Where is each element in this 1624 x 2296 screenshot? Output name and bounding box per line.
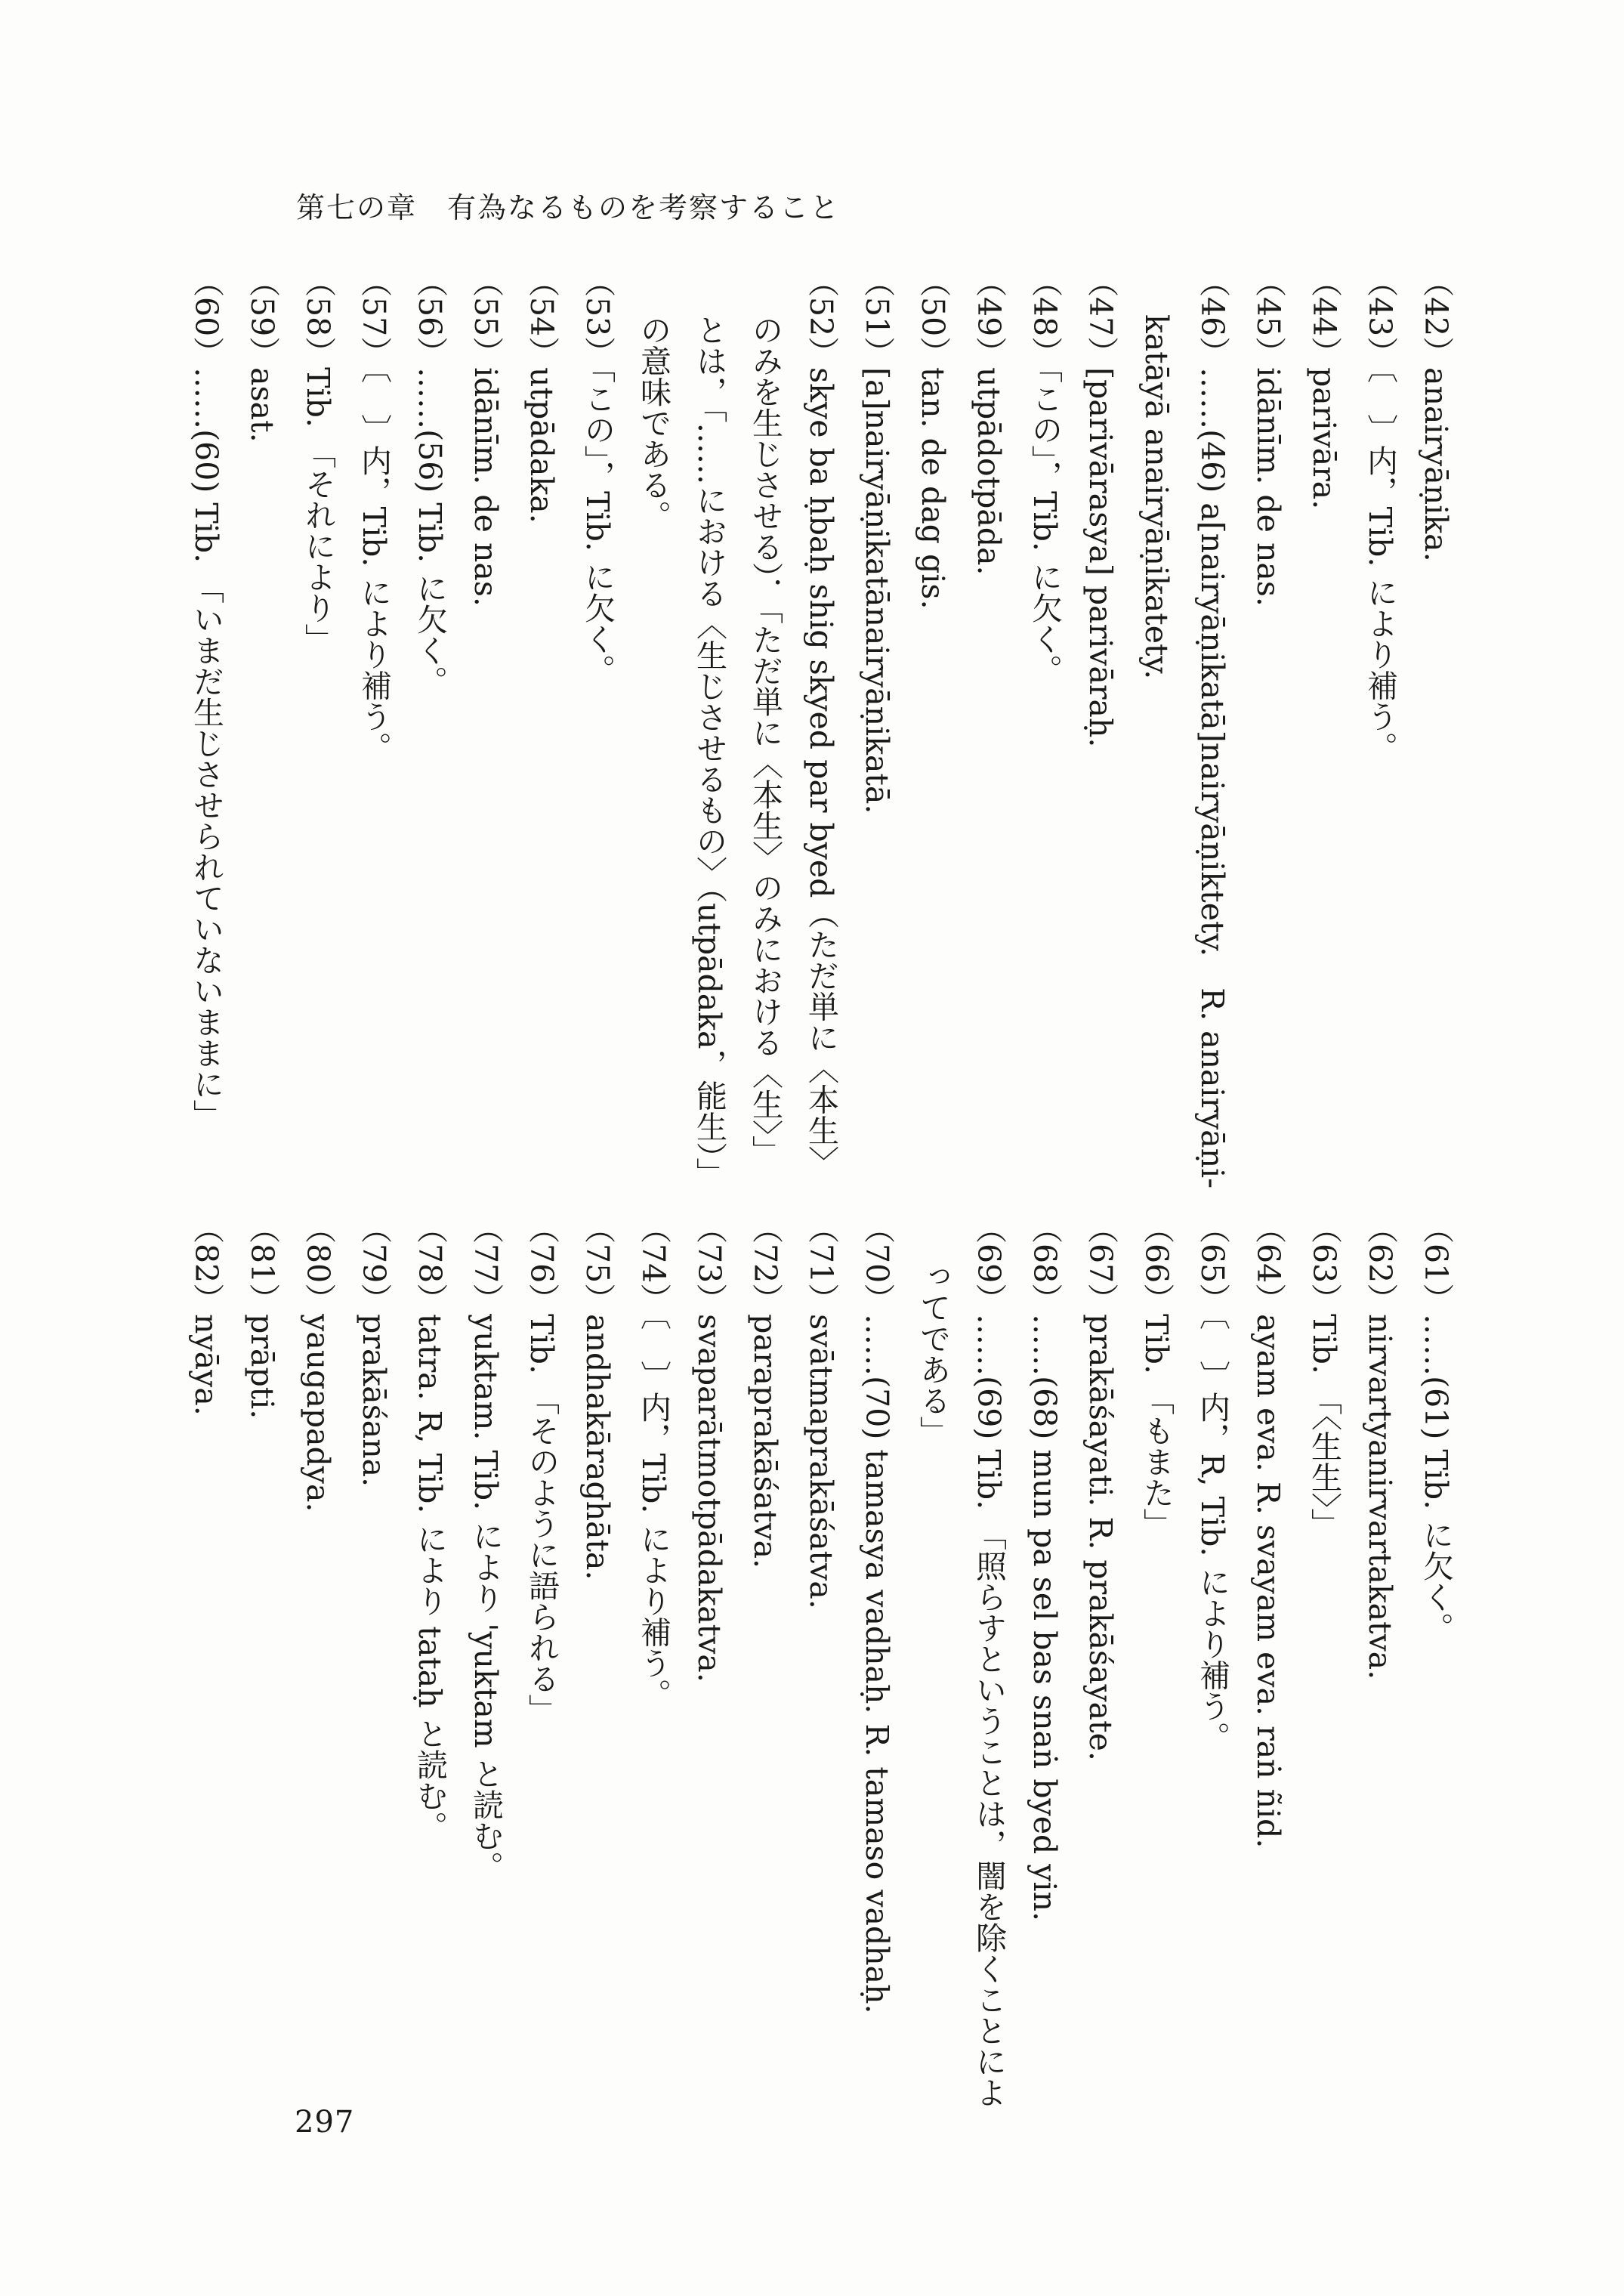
footnote-line <box>346 1213 402 2081</box>
footnote-number: （79） <box>356 1213 392 1315</box>
footnote-number: （54） <box>523 266 560 368</box>
footnote-number: （78） <box>412 1213 448 1315</box>
footnote-number: （43） <box>1362 266 1398 368</box>
footnote-number: （72） <box>747 1213 783 1315</box>
footnote-text: paraprakāśatva. <box>747 1314 783 1569</box>
footnote-number: （60） <box>188 266 224 368</box>
footnote-number: （51） <box>859 266 895 368</box>
footnote-line <box>1240 266 1296 1165</box>
footnote-text: asat. <box>244 367 280 443</box>
footnote-text: Tib. 「それにより」 <box>300 367 336 654</box>
footnote-number: （42） <box>1418 266 1454 368</box>
footnote-line <box>1184 1213 1240 2081</box>
footnote-number: （48） <box>1027 266 1063 368</box>
footnote-text: yaugapadya. <box>300 1314 336 1513</box>
footnote-line <box>961 1213 1017 2109</box>
footnote-number: （61） <box>1418 1213 1454 1315</box>
footnote-line <box>570 1213 625 2081</box>
footnote-number: （56） <box>412 266 448 368</box>
footnote-number: （73） <box>691 1213 727 1315</box>
footnote-text: prakāśayati. R. prakāśayate. <box>1082 1314 1119 1761</box>
footnote-text: ……(69) Tib. 「照らすということは，闇を除くことによ <box>971 1314 1007 2109</box>
footnote-text: ayam eva. R. svayam eva. raṅ ñid. <box>1250 1314 1286 1849</box>
footnote-number: （62） <box>1362 1213 1398 1315</box>
footnote-number: （63） <box>1306 1213 1342 1315</box>
footnote-number: （46） <box>1194 266 1230 368</box>
footnote-line <box>234 266 290 1165</box>
footnote-number: （70） <box>859 1213 895 1315</box>
footnote-text: Tib. 「そのように語られる」 <box>523 1314 560 1725</box>
footnote-line <box>1017 1213 1073 2081</box>
footnote-number: （55） <box>468 266 504 368</box>
footnote-line <box>1184 266 1240 1189</box>
footnote-text: tatra. R, Tib. により tataḥ と読む。 <box>412 1314 448 1842</box>
footnote-number: （80） <box>300 1213 336 1315</box>
footnote-line <box>346 266 402 1165</box>
footnote-line <box>234 1213 290 2081</box>
footnote-line <box>402 266 458 1165</box>
footnote-line <box>681 266 737 1189</box>
footnote-line <box>290 266 346 1165</box>
footnote-line <box>1296 266 1352 1165</box>
footnote-number: （76） <box>523 1213 560 1315</box>
footnote-line <box>793 266 849 1177</box>
footnote-number: （52） <box>803 266 839 368</box>
footnote-line <box>1296 1213 1352 2081</box>
footnote-number: （59） <box>244 266 280 368</box>
footnote-text: parivāra. <box>1306 367 1342 510</box>
footnote-number: （69） <box>971 1213 1007 1315</box>
footnote-text: utpādaka. <box>523 367 560 524</box>
footnote-text: 〔 〕内，R, Tib. により補う。 <box>1194 1314 1230 1753</box>
footnote-text: 「この」，Tib. に欠く。 <box>1027 367 1063 685</box>
footnote-number: （71） <box>803 1213 839 1315</box>
footnote-text: andhakāraghāta. <box>579 1314 616 1581</box>
footnote-line <box>793 1213 849 2081</box>
footnote-text: yuktam. Tib. により 'yuktam と読む。 <box>468 1314 504 1882</box>
footnote-text: skye ba ḥbaḥ shig skyed par byed（ただ単に〈本生〉 <box>803 367 839 1177</box>
footnote-text: 〔 〕内，Tib. により補う。 <box>356 367 392 763</box>
footnote-text: 「この」，Tib. に欠く。 <box>579 367 616 685</box>
footnote-line <box>961 266 1017 1165</box>
footnote-text: anairyāṇika. <box>1418 367 1454 562</box>
footnote-line <box>514 1213 570 2081</box>
footnote-number: （65） <box>1194 1213 1230 1315</box>
footnote-text: idānīm. de nas. <box>468 367 504 607</box>
footnote-text: ……(60) Tib. 「いまだ生じさせられていないままに」 <box>188 367 224 1131</box>
footnote-text: nirvartyanirvartakatva. <box>1362 1314 1398 1680</box>
footnote-line <box>1352 266 1408 1165</box>
footnote-line <box>570 266 625 1165</box>
footnote-text: svaparātmotpādakatva. <box>691 1314 727 1683</box>
footnote-number: （49） <box>971 266 1007 368</box>
footnote-number: （53） <box>579 266 616 368</box>
footnote-line <box>458 266 514 1165</box>
footnote-text: [parivārasya] parivāraḥ. <box>1082 367 1119 748</box>
footnote-line <box>178 1213 234 2081</box>
footnote-text: ……(68) mun pa sel bas snaṅ byed yin. <box>1027 1314 1063 1922</box>
page-number: 297 <box>295 2105 355 2140</box>
footnote-line <box>849 1213 905 2081</box>
footnote-line <box>458 1213 514 2081</box>
footnote-number: （82） <box>188 1213 224 1315</box>
footnote-number: （75） <box>579 1213 616 1315</box>
footnote-text: ……(70) tamasya vadhaḥ. R. tamaso vadhaḥ. <box>859 1314 895 2014</box>
footnote-text: 〔 〕内，Tib. により補う。 <box>1362 367 1398 763</box>
notes-column-bottom <box>178 1213 1464 2109</box>
footnote-number: （67） <box>1082 1213 1119 1315</box>
footnote-text: とは，「……における〈生じさせるもの〉（utpādaka，能生）」 <box>691 314 727 1189</box>
footnote-number: （68） <box>1027 1213 1063 1315</box>
footnote-line <box>1240 1213 1296 2081</box>
footnote-line <box>1073 266 1128 1165</box>
footnote-line <box>681 1213 737 2081</box>
running-head: 第七の章 有為なるものを考察すること <box>296 191 841 224</box>
footnote-text: [a]nairyāṇikatānairyāṇikatā. <box>859 367 895 814</box>
footnote-continuation: katāyā anairyāṇikatety. <box>1138 314 1175 680</box>
footnote-number: （66） <box>1138 1213 1175 1315</box>
footnote-number: （64） <box>1250 1213 1286 1315</box>
footnote-line <box>1352 1213 1408 2081</box>
footnote-number: （74） <box>635 1213 672 1315</box>
footnote-text: svātmaprakāśatva. <box>803 1314 839 1609</box>
footnote-line <box>514 266 570 1165</box>
footnote-line <box>1017 266 1073 1165</box>
footnote-number: （57） <box>356 266 392 368</box>
footnote-text: Tib. 「〈生生〉」 <box>1306 1314 1342 1539</box>
footnote-line <box>1408 1213 1464 2081</box>
footnote-text: nyāya. <box>188 1314 224 1416</box>
footnote-number: （50） <box>915 266 951 368</box>
footnote-line <box>290 1213 346 2081</box>
footnote-line <box>1128 1213 1184 2081</box>
footnote-text: utpādotpāda. <box>971 367 1007 576</box>
footnote-line <box>905 266 961 1165</box>
footnote-number: （45） <box>1250 266 1286 368</box>
footnote-line <box>178 266 234 1165</box>
footnote-number: （47） <box>1082 266 1119 368</box>
footnote-text: ……(46) a[nairyāṇikatā]nairyāṇiktety. R. anairyāṇi- <box>1194 367 1230 1189</box>
footnote-text: Tib. 「もまた」 <box>1138 1314 1175 1539</box>
footnote-text: の意味である。 <box>635 314 672 531</box>
footnote-line <box>737 1213 793 2081</box>
footnote-line <box>1408 266 1464 1165</box>
footnote-text: prāpti. <box>244 1314 280 1420</box>
footnote-line <box>402 1213 458 2081</box>
footnote-line <box>625 1213 681 2081</box>
footnote-text: 〔 〕内，Tib. により補う。 <box>635 1314 672 1710</box>
footnote-number: （44） <box>1306 266 1342 368</box>
footnote-number: （77） <box>468 1213 504 1315</box>
footnote-line <box>1073 1213 1128 2081</box>
footnote-continuation: のみを生じさせる）．「ただ単に〈本生〉のみにおける〈生〉」 <box>747 314 783 1167</box>
footnote-line <box>625 266 681 1165</box>
notes-column-top <box>178 266 1464 1189</box>
footnote-text: idānīm. de nas. <box>1250 367 1286 607</box>
footnote-text: ……(56) Tib. に欠く。 <box>412 367 448 697</box>
footnote-text: tan. de dag gis. <box>915 367 951 610</box>
footnote-number: （81） <box>244 1213 280 1315</box>
footnote-text: prakāśana. <box>356 1314 392 1488</box>
footnote-continuation: ってである」 <box>915 1261 951 1447</box>
footnote-line <box>849 266 905 1165</box>
footnote-number: （58） <box>300 266 336 368</box>
footnote-text: ……(61) Tib. に欠く。 <box>1418 1314 1454 1644</box>
